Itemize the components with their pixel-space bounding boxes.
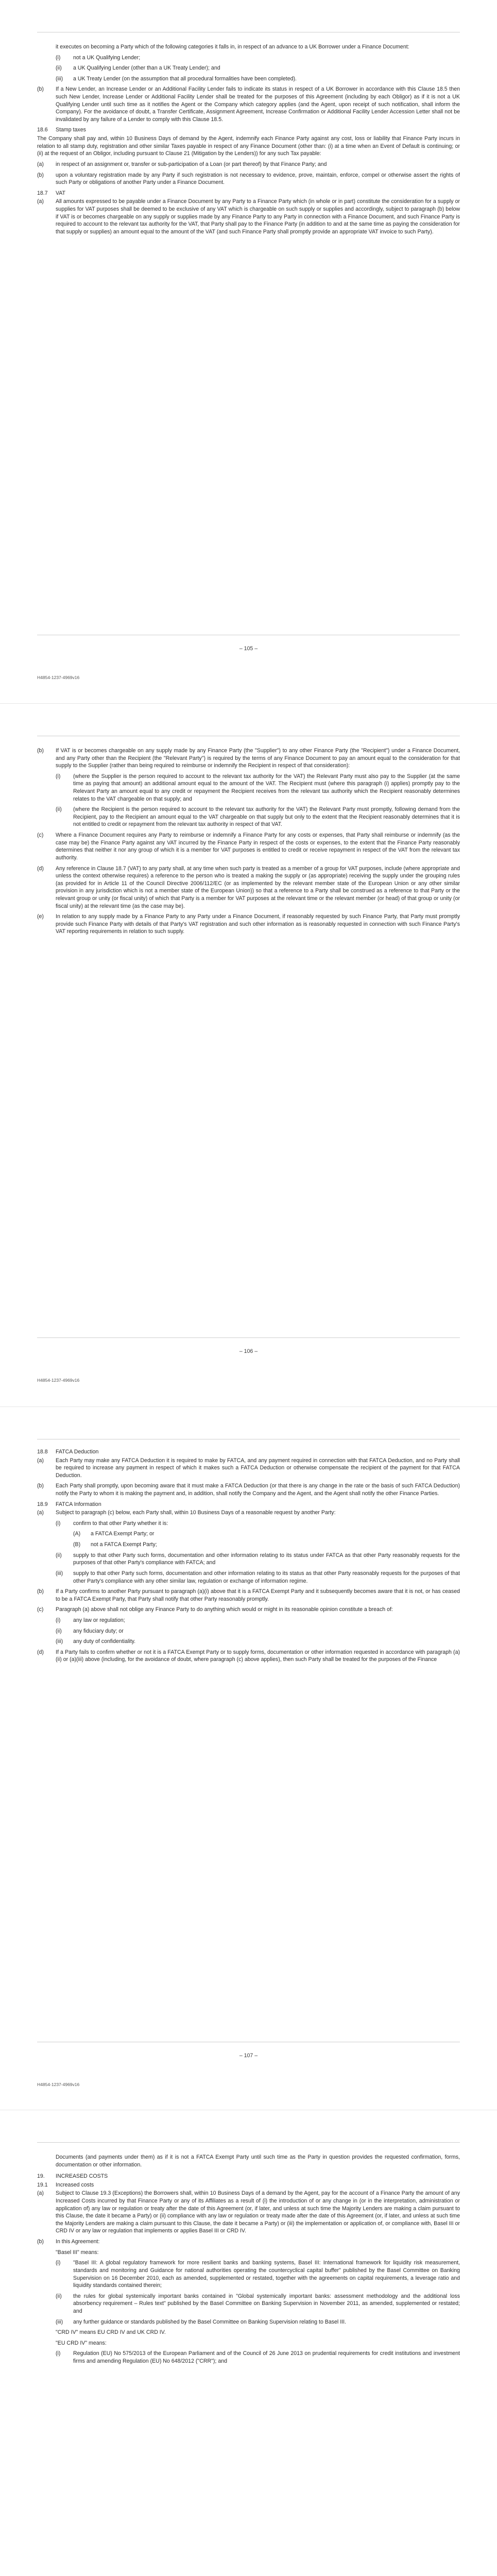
page-108 (0, 2110, 497, 2576)
page-107 (0, 1407, 497, 2110)
page-bottom-rule (37, 1337, 460, 1338)
list-item: (ii) any fiduciary duty; or (56, 1628, 124, 1634)
page-top-rule (37, 2142, 460, 2143)
paragraph-b: (b) If a Party confirms to another Party pursuant to paragraph (a)(i) above that it is a FATCA Exempt Party and it subsequently becomes aware that it is not, or has ceased to be a FATCA Exempt Party, that Party shall notify that other Party reasonably promptly. (37, 1588, 460, 1602)
clause-heading-18-9: 18.9 FATCA Information (37, 1501, 101, 1507)
definition-term: "EU CRD IV" means: (56, 2340, 107, 2346)
paragraph-a: (a) Subject to Clause 19.3 (Exceptions) the Borrowers shall, within 10 Business Days of a demand by the Agent, pay for the account of a Finance Party the amount of any Increased Costs incurred by that Finance Party or any of its Affiliates as a result of (i) the introduction of or any change in (or in the interpretation, administration or application of) any law or regulation or treaty after the date of this Agreement (or, if later, and unless at such time the Majority Lenders are making a claim pursuant to this Clause, the date it became a Party) or (ii) compliance with any law or regulation or treaty made after the date of this Agreement (or, if later, and unless at such time the Majority Lenders are making a claim pursuant to this Clause, the date it became a Party) or (iii) the implementation or application of, or compliance with, Basel III or CRD IV or any law or regulation that implements or applies Basel III or CRD IV. (37, 2190, 460, 2234)
list-item: (b) Each Party shall promptly, upon becoming aware that it must make a FATCA Deduction (or that there is any change in the rate or the basis of such FATCA Deduction) notify the Party to whom it is making the payment and, in addition, shall notify the Company and the Agent, and the Agent shall notify the other Finance Parties. (37, 1483, 460, 1497)
paragraph-d: (d) Any reference in Clause 18.7 (VAT) to any party shall, at any time when such party is treated as a member of a group for VAT purposes, include (where appropriate and unless the context otherwise requires) a reference to the person who is treated a making the supply or (as appropriate) receiving the supply under the grouping rules (as provided for in Article 11 of the Council Directive 2006/112/EC (or as implemented by the relevant member state of the European Union or any other similar provision in any jurisdiction which is not a member state of the European Union)) so that a reference to a Party shall be construed as a reference to that Party or the relevant group or unity (or fiscal unity) of which that Party is a member for VAT purposes at the relevant time or the relevant member (or head) of that group or unity (or fiscal unity) at the relevant time (as the case may be). (37, 865, 460, 909)
list-item: (ii) (where the Recipient is the person required to account to the relevant tax authority for the VAT) the Relevant Party must promptly, following demand from the Recipient, pay to the Recipient an amount equal to the VAT chargeable on that supply but only to the extent that the Recipient reasonably determines that it is not entitled to credit or repayment from the relevant tax authority in respect of that VAT. (56, 806, 460, 828)
page-106-body (37, 747, 460, 939)
clause-heading-18-6: 18.6 Stamp taxes (37, 127, 86, 133)
list-item: (iii) any further guidance or standards published by the Basel Committee on Banking Supervision relating to Basel III. (56, 2318, 346, 2325)
page-number: – 105 – (239, 646, 258, 652)
continued-text: Documents (and payments under them) as if it is not a FATCA Exempt Party until such time as the Party in question provides the requested confirmation, forms, documentation or other information. (56, 2154, 460, 2168)
list-item: (A) a FATCA Exempt Party; or (73, 1531, 155, 1537)
paragraph-e: (e) In relation to any supply made by a Finance Party to any Party under a Finance Document, if reasonably requested by such Finance Party, that Party must promptly provide such Finance Party with details of that Party's VAT registration and such other information as is reasonably requested in connection with such Finance Party's VAT reporting requirements in relation to such supply. (37, 913, 460, 935)
page-105 (0, 0, 497, 703)
list-item: (i) confirm to that other Party whether it is: (56, 1520, 168, 1527)
clause-18-6-body: The Company shall pay and, within 10 Business Days of demand by the Agent, indemnify each Finance Party against any cost, loss or liability that Finance Party incurs in relation to all stamp duty, registration and other similar Taxes payable in respect of any Finance Document (other than: (i) at a time when an Event of Default is continuing; or (ii) at the request of an Obligor, including pursuant to Clause 21 (Mitigation by the Lenders)) for any such Tax payable: (37, 135, 460, 157)
list-item: (iii) a UK Treaty Lender (on the assumption that all procedural formalities have been completed). (56, 75, 297, 82)
clause-heading-19: 19. INCREASED COSTS (37, 2173, 108, 2180)
continued-intro: it executes on becoming a Party which of the following categories it falls in, in respect of an advance to a UK Borrower under a Finance Document: (56, 44, 409, 50)
list-item: (iii) supply to that other Party such forms, documentation and other information relating to its status as that other Party reasonably requests for the purposes of that other Party's compliance with any other similar law, regulation or exchange of information regime. (56, 1570, 460, 1584)
list-item: (ii) a UK Qualifying Lender (other than a UK Treaty Lender); and (56, 65, 220, 72)
paragraph-a: (a) Subject to paragraph (c) below, each Party shall, within 10 Business Days of a reasonable request by another Party: (37, 1510, 336, 1516)
paragraph-c: (c) Paragraph (a) above shall not oblige any Finance Party to do anything which would or might in its reasonable opinion constitute a breach of: (37, 1606, 393, 1613)
definition-term: "Basel III" means: (56, 2249, 99, 2256)
paragraph-b: (b) If VAT is or becomes chargeable on any supply made by any Finance Party (the "Supplier") to any other Finance Party (the "Recipient") under a Finance Document, and any Party other than the Recipient (the "Relevant Party") is required by the terms of any Finance Document to pay an amount equal to the consideration for that supply to the Supplier (rather than being required to reimburse or indemnify the Recipient in respect of that consideration): (37, 748, 460, 769)
list-item: (i) "Basel III: A global regulatory framework for more resilient banks and banking systems, Basel III: International framework for liquidity risk measurement, standards and monitoring and Guidance for national authorities operating the countercyclical capital buffer" published by the Basel Committee on Banking Supervision on 16 December 2010, each as amended, supplemented or restated, together with the agreements on capital requirements, a leverage ratio and liquidity standards contained therein; (56, 2260, 460, 2289)
page-107-body (37, 1448, 460, 1667)
list-item: (ii) the rules for global systemically important banks contained in "Global systemically important banks: assessment methodology and the additional loss absorbency requirement – Rules text" published by the Basel Committee on Banking Supervision in November 2011, as amended, supplemented or restated; and (56, 2293, 460, 2314)
paragraph-b: (b) If a New Lender, an Increase Lender or an Additional Facility Lender fails to indicate its status in respect of a UK Borrower in accordance with this Clause 18.5 then such New Lender, Increase Lender or Additional Facility Lender shall be treated for the purposes of this Agreement (including by each Obligor) as if it is not a UK Qualifying Lender until such time as it notifies the Agent or the Company which category applies (and the Agent, upon receipt of such notification, shall inform the Company). For the avoidance of doubt, a Transfer Certificate, Assignment Agreement, Increase Confirmation or Additional Facility Lender Accession Letter shall not be invalidated by any failure of a Lender to comply with this Clause 18.5. (37, 86, 460, 123)
list-item: (ii) supply to that other Party such forms, documentation and other information relating to its status under FATCA as that other Party reasonably requests for the purposes of that other Party's compliance with FATCA; and (56, 1552, 460, 1566)
list-item: (iii) any duty of confidentiality. (56, 1638, 136, 1645)
clause-heading-18-8: 18.8 FATCA Deduction (37, 1449, 99, 1455)
page-106 (0, 704, 497, 1406)
paragraph-c: (c) Where a Finance Document requires any Party to reimburse or indemnify a Finance Party for any costs or expenses, that Party shall reimburse or indemnify (as the case may be) the Finance Party against any VAT incurred by the Finance Party in respect of the costs or expenses, to the extent that the Finance Party reasonably determines that neither it nor any group of which it is a member for VAT purposes is entitled to credit or receive repayment in respect of the VAT from the relevant tax authority. (37, 832, 460, 861)
page-number: – 106 – (239, 1348, 258, 1354)
list-item: (a) in respect of an assignment or, transfer or sub-participation of a Loan (or part thereof) by that Finance Party; and (37, 161, 327, 167)
list-item: (B) not a FATCA Exempt Party; (73, 1541, 157, 1548)
page-number: – 107 – (239, 2053, 258, 2059)
list-item: (i) (where the Supplier is the person required to account to the relevant tax authority for the VAT) the Relevant Party must also pay to the Supplier (at the same time as paying that amount) an additional amount equal to the amount of the VAT. The Recipient must (where this paragraph (i) applies) promptly pay to the Relevant Party an amount equal to any credit or repayment the Recipient receives from the relevant tax authority which the Recipient reasonably determines relates to the VAT chargeable on that supply; and (56, 773, 460, 802)
paragraph-a: (a) All amounts expressed to be payable under a Finance Document by any Party to a Finance Party which (in whole or in part) constitute the consideration for a supply or supplies for VAT purposes shall be deemed to be exclusive of any VAT which is chargeable on such supply or supplies and accordingly, subject to paragraph (b) below if VAT is or becomes chargeable on any supply or supplies made by any Finance Party to any Party in connection with a Finance Document, and such Finance Party is required to account to the relevant tax authority for the VAT, that Party shall pay to the Finance Party (in addition to and at the same time as paying the consideration for that supply or supplies) an amount equal to the amount of the VAT (and such Finance Party shall promptly provide an appropriate VAT invoice to such Party). (37, 198, 460, 235)
clause-heading-18-7: 18.7 VAT (37, 190, 66, 196)
list-item: (i) any law or regulation; (56, 1617, 125, 1623)
list-item: (b) upon a voluntary registration made by any Party if such registration is not necessary to evidence, prove, maintain, enforce, compel or otherwise assert the rights of such Party or obligations of another Party under a Finance Document. (37, 172, 460, 186)
paragraph-b: (b) In this Agreement: (37, 2239, 100, 2245)
list-item: (a) Each Party may make any FATCA Deduction it is required to make by FATCA, and any payment required in connection with that FATCA Deduction, and no Party shall be required to increase any payment in respect of which it makes such a FATCA Deduction or otherwise compensate the recipient of the payment for that FATCA Deduction. (37, 1457, 460, 1479)
page-108-body (37, 2154, 460, 2368)
definition-term: "CRD IV" means EU CRD IV and UK CRD IV. (56, 2329, 166, 2336)
document-reference: H4854-1237-4969v16 (37, 2082, 80, 2087)
clause-heading-19-1: 19.1 Increased costs (37, 2181, 94, 2188)
document-reference: H4854-1237-4969v16 (37, 1378, 80, 1383)
document-reference: H4854-1237-4969v16 (37, 675, 80, 680)
page-105-body (37, 43, 460, 239)
list-item: (i) Regulation (EU) No 575/2013 of the European Parliament and of the Council of 26 June 2013 on prudential requirements for credit institutions and investment firms and amending Regulation (EU) No 648/2012 ("CRR"); and (56, 2350, 460, 2365)
paragraph-d: (d) If a Party fails to confirm whether or not it is a FATCA Exempt Party or to supply forms, documentation or other information requested in accordance with paragraph (a)(ii) or (a)(iii) above (including, for the avoidance of doubt, where paragraph (c) above applies), then such Party shall be treated for the purposes of the Finance (37, 1649, 460, 1663)
list-item: (i) not a UK Qualifying Lender; (56, 54, 141, 61)
